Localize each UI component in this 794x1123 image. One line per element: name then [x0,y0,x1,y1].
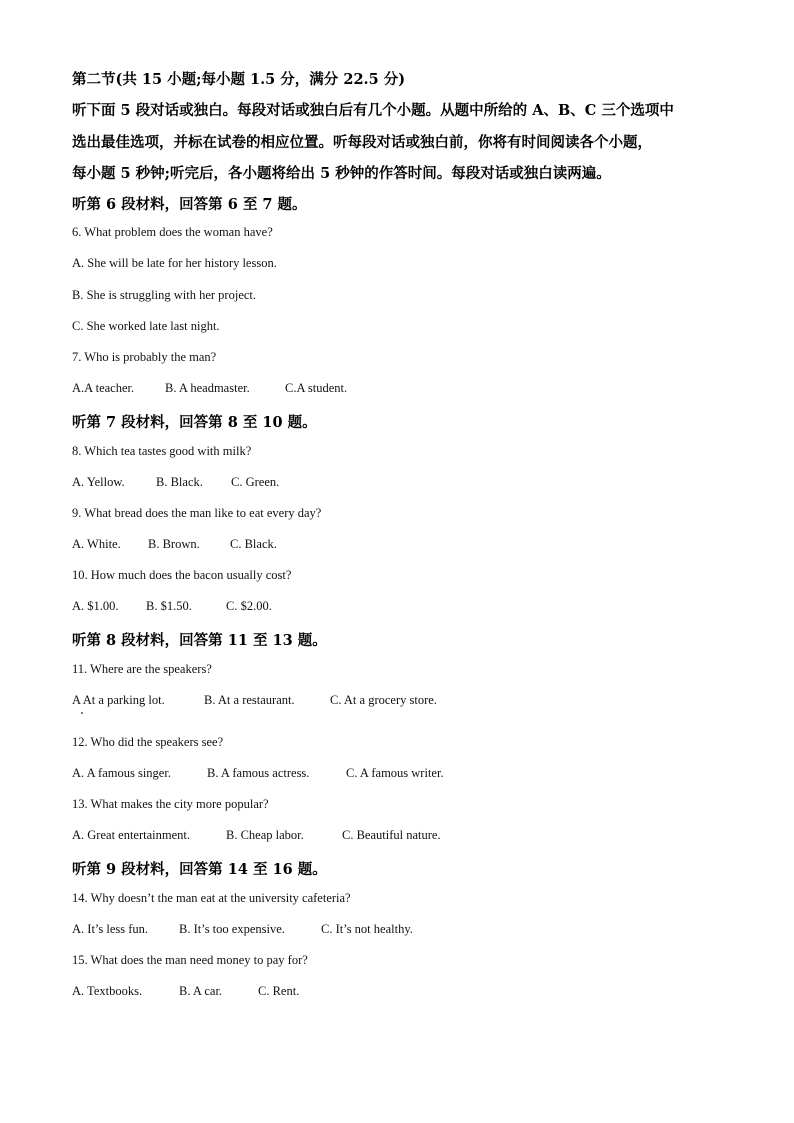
question-7: 7. Who is probably the man? [72,350,217,364]
question-13: 13. What makes the city more popular? [72,797,269,811]
question-11-options [72,693,437,708]
material-6-heading: 听第 6 段材料，回答第 6 至 7 题。 [72,196,307,213]
question-10-option-c: C. $2.00. [226,599,272,613]
question-11-option-a: A At a parking lot. [72,693,165,707]
question-8-option-b: B. Black. [156,475,203,489]
question-15-option-b: B. A car. [179,984,223,998]
question-15-options [72,984,299,999]
question-9-option-c: C. Black. [230,537,277,551]
question-11-option-b: B. At a restaurant. [204,693,295,707]
stray-dot [81,712,83,714]
question-7-option-a: A.A teacher. [72,381,135,395]
question-14-options [72,922,413,937]
question-12-options [72,766,444,781]
question-10: 10. How much does the bacon usually cost? [72,568,292,582]
question-13-option-a: A. Great entertainment. [72,828,191,842]
question-8-option-a: A. Yellow. [72,475,125,489]
question-8-options [72,475,279,490]
question-15-option-c: C. Rent. [258,984,300,998]
question-12-option-a: A. A famous singer. [72,766,171,780]
question-15: 15. What does the man need money to pay for? [72,953,308,967]
question-7-option-b: B. A headmaster. [165,381,250,395]
instruction-line-2: 选出最佳选项，并标在试卷的相应位置。听每段对话或独白前，你将有时间阅读各个小题， [72,134,652,151]
question-14: 14. Why doesn’t the man eat at the university cafeteria? [72,891,351,905]
question-13-option-c: C. Beautiful nature. [342,828,441,842]
material-7-heading: 听第 7 段材料，回答第 8 至 10 题。 [72,414,317,431]
question-12-option-b: B. A famous actress. [207,766,310,780]
question-6: 6. What problem does the woman have? [72,225,273,239]
question-13-options [72,828,441,843]
section-title: 第二节(共 15 小题;每小题 1.5 分，满分 22.5 分) [72,71,406,88]
question-9: 9. What bread does the man like to eat every day? [72,506,322,520]
question-14-option-a: A. It’s less fun. [72,922,149,936]
question-14-option-b: B. It’s too expensive. [179,922,285,936]
question-8-option-c: C. Green. [231,475,280,489]
question-10-option-b: B. $1.50. [146,599,192,613]
question-15-option-a: A. Textbooks. [72,984,143,998]
question-9-option-b: B. Brown. [148,537,200,551]
question-7-option-c: C.A student. [285,381,348,395]
instruction-line-1: 听下面 5 段对话或独白。每段对话或独白后有几个小题。从题中所给的 A、B、C 三个选项中 [72,102,674,119]
material-8-heading: 听第 8 段材料，回答第 11 至 13 题。 [72,632,327,649]
material-9-heading: 听第 9 段材料，回答第 14 至 16 题。 [72,861,327,878]
question-9-options [72,537,277,552]
question-13-option-b: B. Cheap labor. [226,828,304,842]
question-12-option-c: C. A famous writer. [346,766,444,780]
question-10-options [72,599,272,614]
question-11-option-c: C. At a grocery store. [330,693,437,707]
question-14-option-c: C. It’s not healthy. [321,922,413,936]
question-10-option-a: A. $1.00. [72,599,119,613]
question-12: 12. Who did the speakers see? [72,735,224,749]
question-11: 11. Where are the speakers? [72,662,212,676]
question-8: 8. Which tea tastes good with milk? [72,444,252,458]
instruction-line-3: 每小题 5 秒钟;听完后，各小题将给出 5 秒钟的作答时间。每段对话或独白读两遍。 [72,165,611,182]
question-9-option-a: A. White. [72,537,121,551]
question-6-option-a: A. She will be late for her history lesson. [72,256,277,270]
question-6-option-b: B. She is struggling with her project. [72,288,257,302]
question-6-option-c: C. She worked late last night. [72,319,220,333]
question-7-options [72,381,347,396]
